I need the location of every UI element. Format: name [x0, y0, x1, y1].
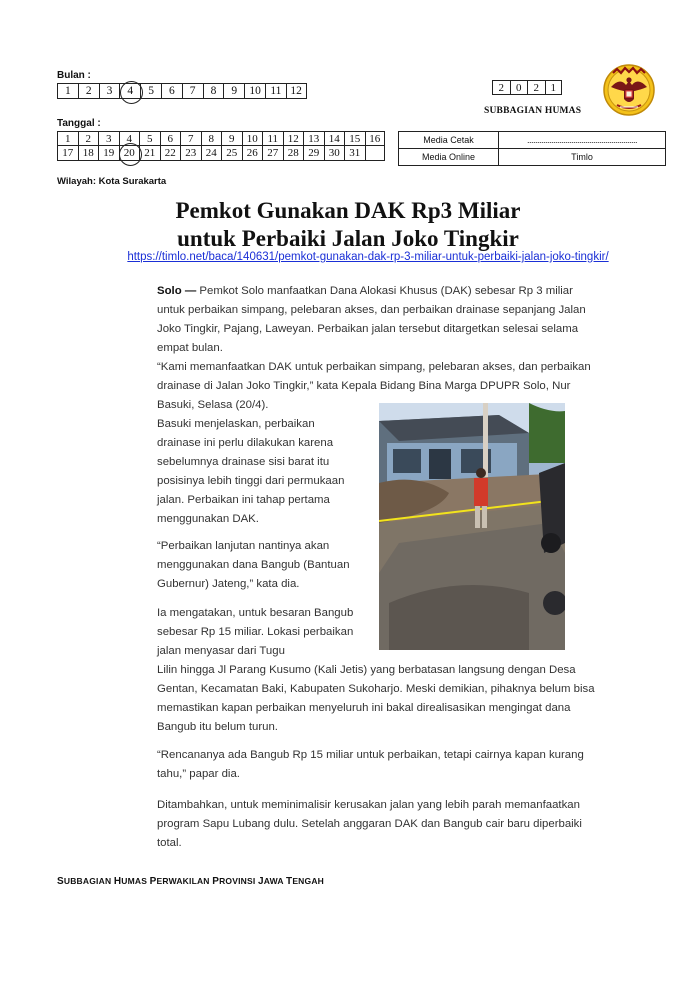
- footer-letter: S: [57, 876, 64, 887]
- day-row-2: [57, 146, 385, 161]
- footer-letter: P: [149, 876, 157, 887]
- media-value: .......................................................: [499, 132, 666, 149]
- month-cell: 3: [99, 83, 120, 99]
- article-source-link[interactable]: https://timlo.net/baca/140631/pemkot-gunakan-dak-rp-3-miliar-untuk-perbaiki-jalan-joko-tingkir/: [127, 251, 609, 263]
- day-cell: 18: [78, 146, 99, 161]
- media-label: Media Online: [399, 149, 499, 166]
- media-value: Timlo: [499, 149, 666, 166]
- day-cell: 16: [365, 131, 386, 146]
- day-cell-selected: 20: [119, 146, 140, 161]
- month-cell: 2: [78, 83, 99, 99]
- footer-word: AWA: [263, 876, 286, 886]
- paragraph: “Kami memanfaatkan DAK untuk perbaikan simpang, pelebaran akses, dan perbaikan drainase di Jalan Joko Tingkir,” kata Kepala Bidang Bina Marga DPUPR Solo, Nur Basuki, Selasa (20/4).: [157, 361, 591, 411]
- day-cell: 7: [180, 131, 201, 146]
- day-cell: 26: [242, 146, 263, 161]
- day-cell: [365, 146, 386, 161]
- day-cell: 8: [201, 131, 222, 146]
- day-cell: 23: [180, 146, 201, 161]
- lead-paragraph: [157, 282, 602, 358]
- day-cell: 3: [98, 131, 119, 146]
- day-cell: 28: [283, 146, 304, 161]
- headline-line-2: untuk Perbaiki Jalan Joko Tingkir: [177, 226, 519, 251]
- day-cell: 4: [119, 131, 140, 146]
- footer-word: UBBAGIAN: [63, 876, 114, 886]
- subbagian-humas-label: SUBBAGIAN HUMAS: [484, 106, 582, 116]
- day-cell: 15: [344, 131, 365, 146]
- day-cell: 11: [262, 131, 283, 146]
- year-digit: 0: [510, 80, 528, 95]
- footer-office: [57, 876, 324, 887]
- month-cell: 12: [286, 83, 307, 99]
- month-cell-selected: 4: [119, 83, 140, 99]
- footer-letter: H: [113, 876, 122, 887]
- media-row: [399, 132, 666, 149]
- footer-word: ERWAKILAN: [156, 876, 213, 886]
- day-cell: 6: [160, 131, 181, 146]
- day-cell: 12: [283, 131, 304, 146]
- day-cell: 13: [303, 131, 324, 146]
- month-cell: 1: [57, 83, 78, 99]
- media-label: Media Cetak: [399, 132, 499, 149]
- day-cell: 17: [57, 146, 78, 161]
- day-cell: 10: [242, 131, 263, 146]
- paragraph: Lilin hingga Jl Parang Kusumo (Kali Jetis) yang berbatasan langsung dengan Desa Gentan, Kecamatan Baki, Kabupaten Sukoharjo. Meski demikian, pihaknya belum bisa memastikan kapan perbaikan menyeluruh ini bakal direalisasikan mengingat dana Bangub itu belum turun.: [157, 664, 595, 733]
- footer-letter: J: [258, 876, 264, 887]
- paragraph: Ia mengatakan, untuk besaran Bangub sebesar Rp 15 miliar. Lokasi perbaikan jalan menyasar dari Tugu: [157, 607, 354, 657]
- month-cell: 5: [140, 83, 161, 99]
- day-cell: 5: [139, 131, 160, 146]
- day-cell: 1: [57, 131, 78, 146]
- paragraph: “Perbaikan lanjutan nantinya akan menggunakan dana Bangub (Bantuan Gubernur) Jateng,” kata dia.: [157, 540, 350, 590]
- footer-word: ENGAH: [292, 876, 325, 886]
- day-cell: 29: [303, 146, 324, 161]
- footer-letter: T: [286, 876, 293, 887]
- month-cell: 7: [182, 83, 203, 99]
- article-headline: [0, 197, 696, 253]
- day-cell: 25: [221, 146, 242, 161]
- day-row-1: [57, 131, 385, 146]
- paragraph: “Rencananya ada Bangub Rp 15 miliar untuk perbaikan, tetapi cairnya kapan kurang tahu,” papar dia.: [157, 749, 584, 780]
- year-digit: 1: [545, 80, 563, 95]
- article-body: [140, 272, 600, 857]
- month-cell: 8: [203, 83, 224, 99]
- year-boxes: [492, 80, 562, 95]
- month-cell: 6: [161, 83, 182, 99]
- year-digit: 2: [492, 80, 510, 95]
- day-cell: 21: [139, 146, 160, 161]
- lead-text: Pemkot Solo manfaatkan Dana Alokasi Khusus (DAK) sebesar Rp 3 miliar untuk perbaikan simpang, pelebaran akses, dan perbaikan drainase sepanjang Jalan Joko Tingkir, Pajang, Laweyan. Perbaikan jalan tersebut ditargetkan selesai selama empat bulan.: [157, 285, 586, 354]
- day-cell: 22: [160, 146, 181, 161]
- day-cell: 2: [78, 131, 99, 146]
- day-cell: 24: [201, 146, 222, 161]
- media-table: [398, 131, 666, 166]
- day-cell: 31: [344, 146, 365, 161]
- footer-word: ROVINSI: [219, 876, 259, 886]
- footer-word: UMAS: [121, 876, 150, 886]
- wilayah-label: Wilayah: Kota Surakarta: [57, 176, 167, 187]
- footer-letter: P: [212, 876, 220, 887]
- day-cell: 14: [324, 131, 345, 146]
- road-works-photo: [379, 403, 565, 650]
- day-cell: 9: [221, 131, 242, 146]
- headline-line-1: Pemkot Gunakan DAK Rp3 Miliar: [175, 198, 521, 223]
- month-cell: 10: [244, 83, 265, 99]
- garuda-emblem-icon: [603, 63, 655, 117]
- day-cell: 27: [262, 146, 283, 161]
- paragraph: Ditambahkan, untuk meminimalisir kerusakan jalan yang lebih parah memanfaatkan program Sapu Lubang dulu. Setelah anggaran DAK dan Bangub cair baru diperbaiki total.: [157, 799, 582, 849]
- dateline: Solo —: [157, 285, 197, 297]
- media-row: [399, 149, 666, 166]
- month-cell: 9: [223, 83, 244, 99]
- paragraph: Basuki menjelaskan, perbaikan drainase ini perlu dilakukan karena sebelumnya drainase sisi barat itu posisinya lebih tinggi dari permukaan jalan. Perbaikan ini tahap pertama menggunakan DAK.: [157, 418, 345, 525]
- tanggal-label: Tanggal :: [57, 118, 101, 129]
- day-cell: 30: [324, 146, 345, 161]
- month-cell: 11: [265, 83, 286, 99]
- year-digit: 2: [527, 80, 545, 95]
- day-cell: 19: [98, 146, 119, 161]
- month-selector: [57, 83, 307, 99]
- bulan-label: Bulan :: [57, 70, 91, 81]
